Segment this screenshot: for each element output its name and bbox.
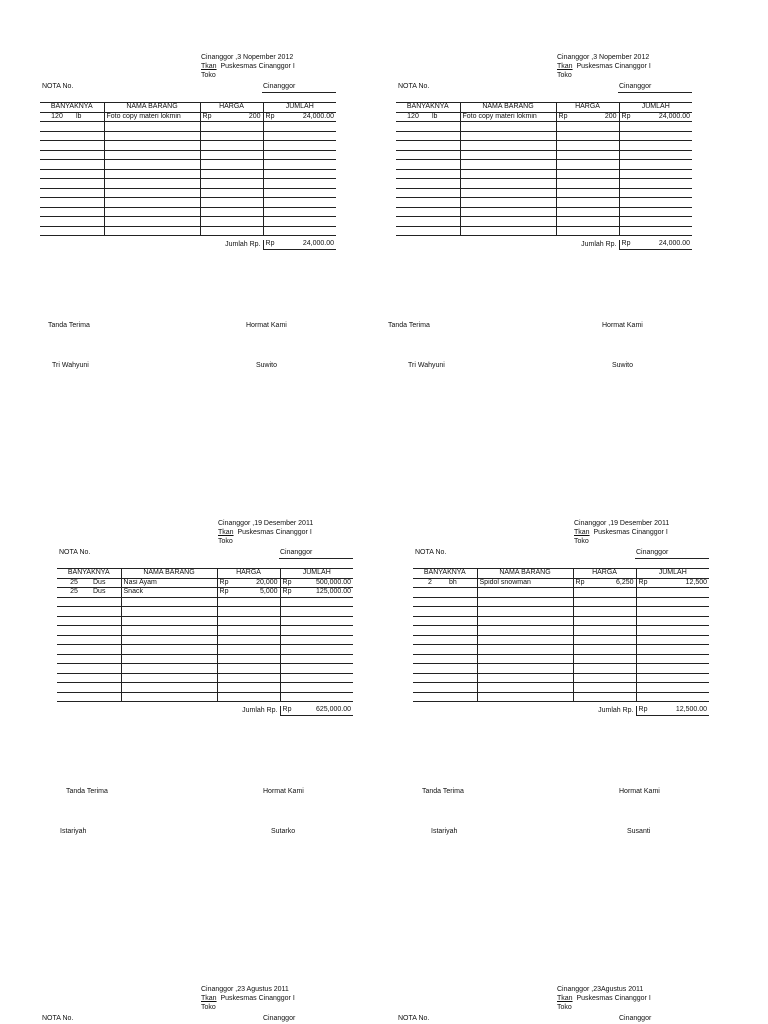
table-header [40,103,336,113]
table-row [396,169,692,179]
table-row [40,131,336,141]
toko-label: Toko [574,538,589,545]
table-row [396,150,692,160]
table-row [40,188,336,198]
table-row [57,683,353,693]
total-value: 24,000.00 [658,112,691,120]
currency-label: Rp [282,706,292,714]
city-label: Cinanggor [619,1015,652,1022]
sender-label: Hormat Kami [619,788,660,795]
city-underline [279,558,353,559]
city-underline [618,92,692,93]
total-row [396,240,692,249]
sender-label: Hormat Kami [602,322,643,329]
column-header: HARGA [217,569,280,579]
nota-number-label: NOTA No. [42,1015,74,1022]
currency-label: Rp [282,578,292,586]
toko-label: Toko [201,72,216,79]
nota-receipt [388,53,696,393]
receiver-label: Tanda Terima [422,788,464,795]
total-value: 500,000.00 [315,578,352,586]
price-value: 5,000 [259,588,278,596]
table-row [413,673,709,683]
table-row [413,616,709,626]
currency-label: Rp [202,112,212,120]
table-row [40,160,336,170]
table-row [413,645,709,655]
currency-label: Rp [558,112,568,120]
table-row [40,122,336,132]
item-total [283,588,352,596]
item-unit: lb [430,112,460,122]
place-date: Cinanggor ,3 Nopember 2012 [201,54,294,61]
item-price [220,588,278,596]
nota-receipt [396,985,696,1024]
table-row [396,179,692,189]
table-row [413,597,709,607]
table-row [40,226,336,236]
column-header: HARGA [200,103,263,113]
item-name: Foto copy materi lokmin [104,112,200,122]
grand-total [622,240,691,248]
table-row [57,626,353,636]
nota-number-label: NOTA No. [42,83,74,90]
grand-total [266,240,335,248]
place-date: Cinanggor ,19 Desember 2011 [218,520,314,527]
receiver-signatory: Istariyah [60,828,87,835]
receiver-signatory: Tri Wahyuni [52,362,89,369]
table-row [396,217,692,227]
item-qty: 25 [57,588,91,598]
item-unit: bh [447,578,477,588]
item-total [283,579,352,587]
column-header: HARGA [556,103,619,113]
grand-total-value: 12,500.00 [675,706,708,714]
addressee-name: Puskesmas Cinanggor I [576,63,651,70]
price-value: 20,000 [256,578,278,586]
addressee [201,62,295,71]
column-header: BANYAKNYA [396,103,460,113]
addressee [557,994,651,1003]
total-row [40,240,336,249]
nota-number-label: NOTA No. [415,549,447,556]
total-row [57,706,353,715]
table-row [57,607,353,617]
items-table [40,102,336,250]
table-row [396,207,692,217]
nota-number-label: NOTA No. [398,83,430,90]
city-label: Cinanggor [280,549,313,556]
toko-label: Toko [557,1004,572,1011]
addressee-label: Tkan [201,995,217,1002]
item-qty: 120 [40,112,74,122]
item-name: Nasi Ayam [121,578,217,588]
toko-label: Toko [201,1004,216,1011]
table-row [57,664,353,674]
table-row [413,578,709,588]
sender-signatory: Sutarko [271,828,296,835]
addressee-name: Puskesmas Cinanggor I [220,63,295,70]
total-value: 125,000.00 [315,588,352,596]
table-row [413,635,709,645]
city-underline [635,558,709,559]
table-row [413,607,709,617]
currency-label: Rp [621,112,631,120]
table-row [57,645,353,655]
table-row [396,112,692,122]
column-header: NAMA BARANG [460,103,556,113]
table-row [57,588,353,598]
item-name: Spidol snowman [477,578,573,588]
item-price [576,579,634,587]
table-row [396,198,692,208]
table-row [57,616,353,626]
item-qty: 120 [396,112,430,122]
addressee [557,62,651,71]
column-header: NAMA BARANG [104,103,200,113]
place-date: Cinanggor ,3 Nopember 2012 [557,54,650,61]
place-date: Cinanggor ,23 Agustus 2011 [201,986,289,993]
item-price [559,113,617,121]
table-row [57,654,353,664]
place-date: Cinanggor ,23Agustus 2011 [557,986,644,993]
table-row [40,169,336,179]
currency-label: Rp [219,588,229,596]
table-row [40,198,336,208]
table-row [40,141,336,151]
currency-label: Rp [575,578,585,586]
addressee-name: Puskesmas Cinanggor I [576,995,651,1002]
total-value: 12,500 [685,578,708,586]
table-row [40,207,336,217]
receiver-label: Tanda Terima [66,788,108,795]
currency-label: Rp [219,578,229,586]
total-value: 24,000.00 [302,112,335,120]
price-value: 6,250 [615,578,634,586]
toko-label: Toko [218,538,233,545]
nota-receipt [413,519,713,859]
toko-label: Toko [557,72,572,79]
table-row [396,188,692,198]
table-row [396,131,692,141]
currency-label: Rp [265,112,275,120]
table-row [40,179,336,189]
item-name: Foto copy materi lokmin [460,112,556,122]
items-table [413,568,709,716]
addressee-name: Puskesmas Cinanggor I [220,995,295,1002]
nota-receipt [57,519,357,859]
price-value: 200 [248,112,261,120]
table-row [396,122,692,132]
table-header [396,103,692,113]
table-row [396,141,692,151]
addressee [201,994,295,1003]
currency-label: Rp [638,578,648,586]
receiver-label: Tanda Terima [48,322,90,329]
table-row [396,226,692,236]
item-name: Snack [121,588,217,598]
table-header [413,569,709,579]
item-total [639,579,708,587]
column-header: BANYAKNYA [40,103,104,113]
table-row [413,683,709,693]
table-row [57,673,353,683]
table-row [40,150,336,160]
grand-total-value: 625,000.00 [315,706,352,714]
table-row [57,692,353,702]
total-label: Jumlah Rp. [242,706,278,714]
sender-signatory: Suwito [612,362,634,369]
column-header: NAMA BARANG [477,569,573,579]
table-row [413,588,709,598]
nota-receipt [40,53,340,393]
item-qty: 25 [57,578,91,588]
place-date: Cinanggor ,19 Desember 2011 [574,520,670,527]
sender-label: Hormat Kami [246,322,287,329]
sender-signatory: Suwito [256,362,278,369]
item-qty: 2 [413,578,447,588]
total-row [413,706,709,715]
addressee-name: Puskesmas Cinanggor I [237,529,312,536]
item-unit: Dus [91,578,121,588]
city-label: Cinanggor [263,1015,296,1022]
column-header: JUMLAH [280,569,353,579]
table-row [413,654,709,664]
column-header: HARGA [573,569,636,579]
column-header: NAMA BARANG [121,569,217,579]
column-header: JUMLAH [636,569,709,579]
total-label: Jumlah Rp. [581,240,617,248]
grand-total [639,706,708,714]
currency-label: Rp [621,240,631,248]
table-row [413,626,709,636]
addressee-label: Tkan [557,995,573,1002]
nota-receipt [40,985,340,1024]
table-row [57,597,353,607]
table-header [57,569,353,579]
column-header: JUMLAH [619,103,692,113]
items-table [396,102,692,250]
currency-label: Rp [265,240,275,248]
items-table [57,568,353,716]
table-row [40,217,336,227]
addressee [574,528,668,537]
item-unit: Dus [91,588,121,598]
city-label: Cinanggor [636,549,669,556]
table-row [396,160,692,170]
grand-total [283,706,352,714]
column-header: BANYAKNYA [413,569,477,579]
column-header: BANYAKNYA [57,569,121,579]
addressee-label: Tkan [574,529,590,536]
grand-total-value: 24,000.00 [658,240,691,248]
receiver-label: Tanda Terima [388,322,430,329]
receiver-signatory: Istariyah [431,828,458,835]
table-row [40,112,336,122]
total-label: Jumlah Rp. [225,240,261,248]
currency-label: Rp [638,706,648,714]
grand-total-value: 24,000.00 [302,240,335,248]
total-label: Jumlah Rp. [598,706,634,714]
nota-number-label: NOTA No. [398,1015,430,1022]
currency-label: Rp [282,588,292,596]
table-row [57,635,353,645]
receiver-signatory: Tri Wahyuni [408,362,445,369]
nota-number-label: NOTA No. [59,549,91,556]
city-label: Cinanggor [619,83,652,90]
item-total [622,113,691,121]
addressee [218,528,312,537]
table-row [413,692,709,702]
addressee-label: Tkan [557,63,573,70]
item-price [203,113,261,121]
column-header: JUMLAH [263,103,336,113]
item-total [266,113,335,121]
addressee-label: Tkan [201,63,217,70]
table-row [413,664,709,674]
addressee-label: Tkan [218,529,234,536]
table-row [57,578,353,588]
addressee-name: Puskesmas Cinanggor I [593,529,668,536]
sender-signatory: Susanti [627,828,651,835]
item-unit: lb [74,112,104,122]
city-underline [262,92,336,93]
price-value: 200 [604,112,617,120]
sender-label: Hormat Kami [263,788,304,795]
city-label: Cinanggor [263,83,296,90]
item-price [220,579,278,587]
